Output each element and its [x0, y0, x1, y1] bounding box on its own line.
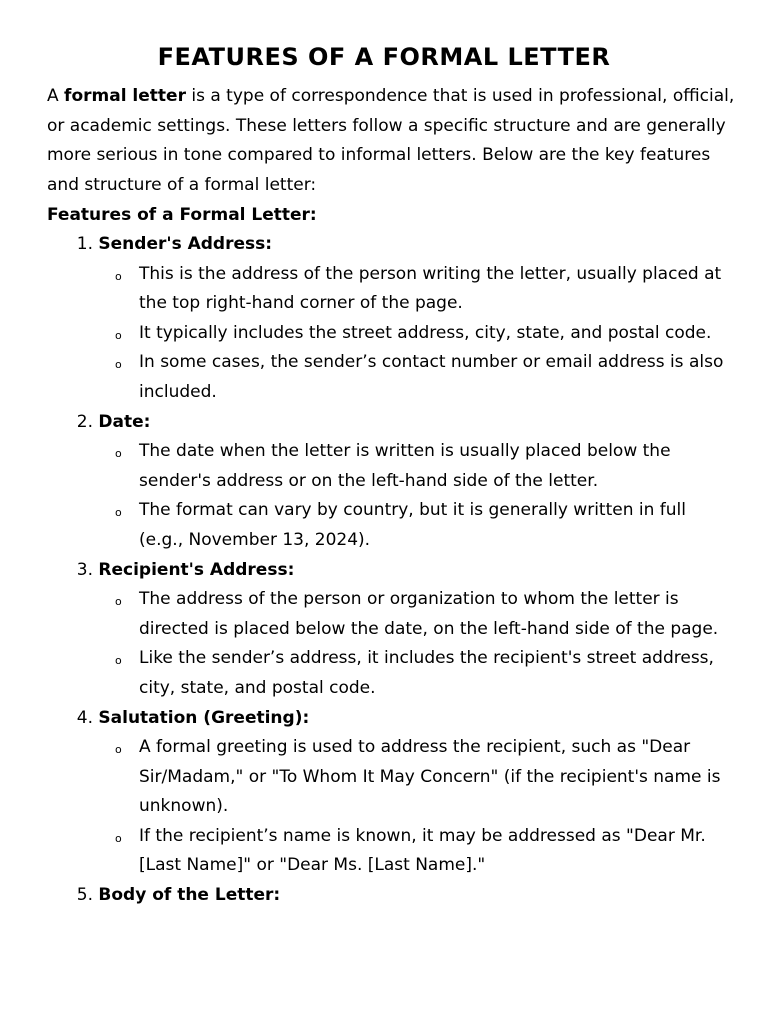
feature-item-body — [47, 881, 737, 911]
feature-heading — [47, 408, 737, 438]
intro-paragraph — [47, 82, 737, 200]
list-item — [47, 644, 729, 703]
list-item — [47, 319, 729, 349]
feature-item-date — [47, 408, 737, 556]
feature-label: Date: — [98, 411, 151, 432]
list-item — [47, 733, 729, 822]
feature-number: 4. — [76, 707, 93, 728]
intro-bold-term: formal letter — [64, 86, 186, 106]
list-item — [47, 496, 729, 555]
feature-item-senders-address — [47, 230, 737, 408]
feature-heading — [47, 881, 737, 911]
bullet-text: The date when the letter is written is usually placed below the sender's address or on the left-hand side of the letter. — [139, 441, 671, 491]
bullet-list — [47, 733, 737, 881]
feature-label: Sender's Address: — [98, 234, 273, 254]
list-item — [47, 822, 729, 881]
feature-number: 3. — [76, 559, 93, 580]
page-title: FEATURES OF A FORMAL LETTER — [157, 43, 611, 71]
feature-heading — [47, 704, 737, 734]
bullet-text: A formal greeting is used to address the recipient, such as "Dear Sir/Madam," or "To Whom It May Concern" (if the recipient's name is unknown). — [139, 737, 721, 817]
feature-heading — [47, 556, 737, 586]
bullet-text: It typically includes the street address, city, state, and postal code. — [139, 322, 712, 343]
feature-item-recipients-address — [47, 556, 737, 704]
circle-bullet-icon: o — [115, 654, 122, 668]
circle-bullet-icon: o — [115, 743, 122, 757]
list-item — [47, 348, 729, 407]
bullet-text: The address of the person or organization to whom the letter is directed is placed below the date, on the left-hand side of the page. — [139, 589, 719, 639]
circle-bullet-icon: o — [115, 831, 122, 845]
bullet-text: Like the sender’s address, it includes the recipient's street address, city, state, and postal code. — [139, 648, 714, 698]
feature-label: Salutation (Greeting): — [98, 707, 310, 728]
bullet-list — [47, 260, 737, 408]
features-list — [47, 230, 737, 911]
list-item — [47, 437, 729, 496]
list-item — [47, 585, 729, 644]
circle-bullet-icon: o — [115, 506, 122, 520]
feature-label: Body of the Letter: — [98, 885, 281, 906]
bullet-text: If the recipient’s name is known, it may be addressed as "Dear Mr. [Last Name]" or "Dear Ms. [Last Name]." — [139, 825, 706, 876]
feature-heading — [47, 230, 737, 260]
feature-number: 1. — [76, 234, 93, 254]
feature-label: Recipient's Address: — [98, 559, 295, 580]
feature-item-salutation — [47, 704, 737, 882]
bullet-text: In some cases, the sender’s contact number or email address is also included. — [139, 352, 724, 402]
bullet-text: This is the address of the person writing the letter, usually placed at the top right-hand corner of the page. — [139, 263, 722, 314]
intro-lead: A — [47, 86, 65, 106]
circle-bullet-icon: o — [115, 595, 122, 609]
feature-number: 5. — [76, 885, 93, 906]
bullet-text: The format can vary by country, but it is generally written in full (e.g., November 13, 2024). — [139, 500, 686, 550]
list-item — [47, 260, 729, 319]
circle-bullet-icon: o — [115, 269, 122, 283]
section-heading: Features of a Formal Letter: — [47, 205, 317, 225]
bullet-list — [47, 437, 737, 555]
bullet-list — [47, 585, 737, 703]
intro-rest: is a type of correspondence that is used in professional, official, or academic settings. These letters follow a specific structure and are generally more serious in tone compared to informal letters. Below are the key features and structure of a formal letter: — [47, 86, 735, 195]
circle-bullet-icon: o — [115, 447, 122, 461]
circle-bullet-icon: o — [115, 358, 122, 372]
circle-bullet-icon: o — [115, 328, 122, 342]
feature-number: 2. — [76, 411, 93, 432]
